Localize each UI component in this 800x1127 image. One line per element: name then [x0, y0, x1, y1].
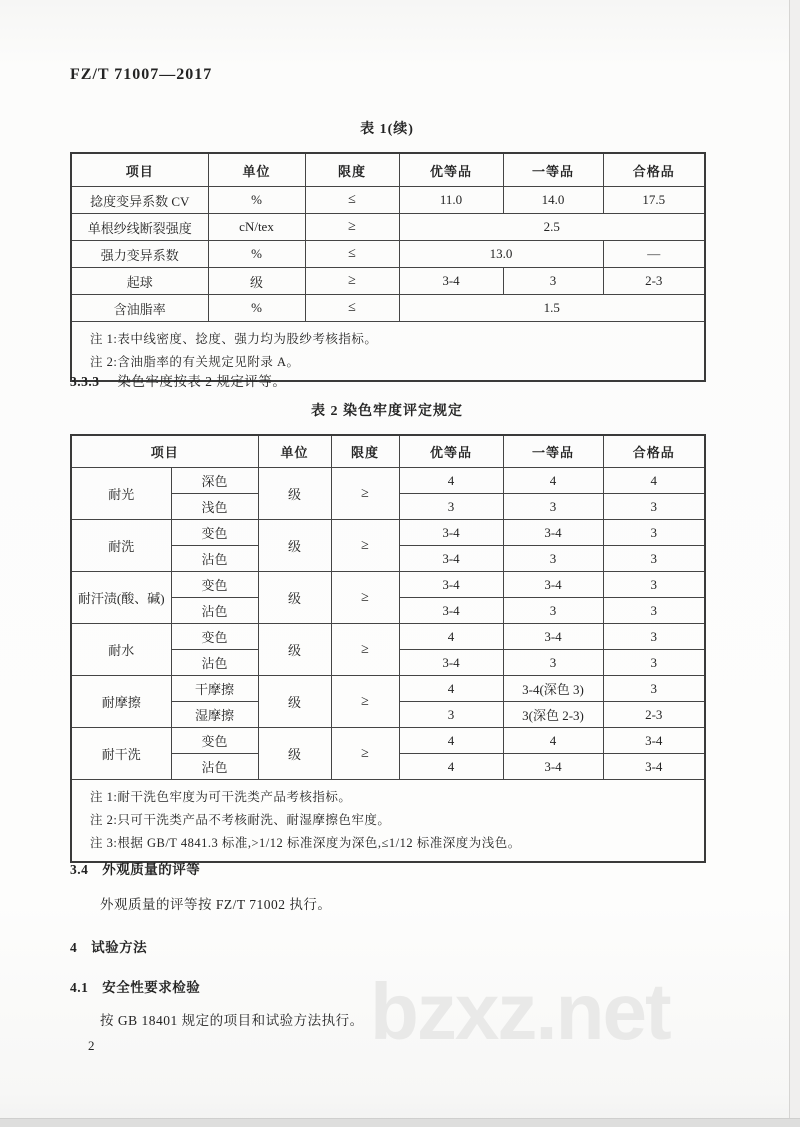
note-line: 注 2:只可干洗类产品不考核耐洗、耐湿摩擦色牢度。	[90, 813, 391, 827]
section-3-4-body: 外观质量的评等按 FZ/T 71002 执行。	[100, 897, 332, 912]
cell-subtype: 沾色	[171, 754, 258, 780]
section-3-3-3	[70, 370, 286, 390]
cell-item: 起球	[71, 268, 208, 295]
cell-value: 2-3	[603, 268, 705, 295]
note-line: 注 1:耐干洗色牢度为可干洗类产品考核指标。	[90, 790, 352, 804]
cell-category: 耐洗	[71, 520, 171, 572]
table1-header-grade3: 合格品	[603, 153, 705, 187]
section-4-heading	[70, 936, 147, 956]
cell-unit: 级	[258, 468, 331, 520]
cell-value: 3-4	[399, 520, 503, 546]
cell-subtype: 沾色	[171, 546, 258, 572]
cell-subtype: 变色	[171, 572, 258, 598]
cell-item: 单根纱线断裂强度	[71, 214, 208, 241]
cell-value: 3	[603, 546, 705, 572]
cell-value: 3	[503, 650, 603, 676]
cell-value: 4	[399, 624, 503, 650]
table2-header-limit: 限度	[331, 435, 399, 468]
cell-value: 4	[503, 468, 603, 494]
table1-caption: 表 1(续)	[360, 122, 414, 137]
table1-header-unit: 单位	[208, 153, 305, 187]
cell-unit: 级	[258, 624, 331, 676]
cell-limit: ≥	[305, 268, 399, 295]
cell-value: 2-3	[603, 702, 705, 728]
cell-value: 3-4	[399, 650, 503, 676]
cell-limit: ≤	[305, 295, 399, 322]
cell-unit: 级	[208, 268, 305, 295]
cell-subtype: 沾色	[171, 650, 258, 676]
table-row	[71, 572, 705, 598]
table2-header-grade2: 一等品	[503, 435, 603, 468]
section-number: 3.4	[70, 862, 89, 877]
cell-value-merged: 1.5	[399, 295, 705, 322]
cell-unit: 级	[258, 676, 331, 728]
section-4-1-heading	[70, 976, 200, 996]
cell-value: 3	[503, 268, 603, 295]
table1-header-item: 项目	[71, 153, 208, 187]
cell-value-merged: 13.0	[399, 241, 603, 268]
cell-value: 4	[399, 468, 503, 494]
table2-header-row	[71, 435, 705, 468]
cell-limit: ≥	[305, 214, 399, 241]
table-row	[71, 520, 705, 546]
scan-right-edge	[789, 0, 800, 1127]
table2	[70, 434, 706, 863]
table2-header-item: 项目	[71, 435, 258, 468]
table-row	[71, 187, 705, 214]
section-4-1-body: 按 GB 18401 规定的项目和试验方法执行。	[100, 1013, 364, 1028]
section-title: 安全性要求检验	[102, 980, 201, 995]
cell-limit: ≥	[331, 468, 399, 520]
section-number: 4	[70, 940, 78, 955]
cell-value: 3	[603, 676, 705, 702]
table2-caption: 表 2 染色牢度评定规定	[311, 404, 463, 419]
cell-value: 3	[603, 624, 705, 650]
cell-value: 3	[603, 650, 705, 676]
cell-unit: %	[208, 295, 305, 322]
cell-item: 含油脂率	[71, 295, 208, 322]
cell-value: 14.0	[503, 187, 603, 214]
watermark: bzxz.net	[370, 967, 670, 1056]
cell-value: 3	[503, 598, 603, 624]
cell-value: 4	[399, 676, 503, 702]
cell-category: 耐汗渍(酸、碱)	[71, 572, 171, 624]
section-title: 试验方法	[91, 940, 148, 955]
cell-value: 3	[603, 494, 705, 520]
section-number: 4.1	[70, 980, 89, 995]
table2-notes-row	[71, 780, 705, 863]
cell-value: 3-4	[503, 572, 603, 598]
cell-value: 4	[399, 728, 503, 754]
cell-limit: ≥	[331, 572, 399, 624]
cell-subtype: 干摩擦	[171, 676, 258, 702]
cell-value: 17.5	[603, 187, 705, 214]
cell-limit: ≥	[331, 520, 399, 572]
cell-limit: ≥	[331, 624, 399, 676]
cell-value: 3	[503, 546, 603, 572]
cell-value: 3	[399, 702, 503, 728]
table2-notes	[71, 780, 705, 863]
cell-value: 3	[603, 598, 705, 624]
page-number: 2	[88, 1038, 95, 1053]
scan-bottom-edge	[0, 1118, 800, 1127]
cell-value: 3(深色 2-3)	[503, 702, 603, 728]
section-text: 染色牢度按表 2 规定评等。	[117, 374, 287, 389]
table-row	[71, 728, 705, 754]
table2-header-unit: 单位	[258, 435, 331, 468]
cell-subtype: 变色	[171, 520, 258, 546]
cell-limit: ≥	[331, 676, 399, 728]
table-row	[71, 676, 705, 702]
table2-header-grade1: 优等品	[399, 435, 503, 468]
table-row	[71, 624, 705, 650]
cell-value: 3-4	[603, 754, 705, 780]
cell-value: 3-4	[399, 268, 503, 295]
cell-limit: ≥	[331, 728, 399, 780]
cell-value: 3-4	[503, 624, 603, 650]
table1-header-limit: 限度	[305, 153, 399, 187]
cell-value: 3-4	[399, 546, 503, 572]
table-row	[71, 268, 705, 295]
cell-value: 4	[399, 754, 503, 780]
cell-value: 4	[603, 468, 705, 494]
note-line: 注 3:根据 GB/T 4841.3 标准,>1/12 标准深度为深色,≤1/12 标准深度为浅色。	[90, 836, 521, 850]
cell-unit: %	[208, 241, 305, 268]
cell-value: 3	[603, 520, 705, 546]
cell-value: 3	[603, 572, 705, 598]
cell-value: 3-4	[603, 728, 705, 754]
table-row	[71, 468, 705, 494]
table-row	[71, 214, 705, 241]
cell-value: 3	[399, 494, 503, 520]
table-row	[71, 241, 705, 268]
section-3-4-heading	[70, 858, 200, 878]
section-title: 外观质量的评等	[102, 862, 201, 877]
table-row	[71, 295, 705, 322]
cell-unit: %	[208, 187, 305, 214]
table1-header-grade1: 优等品	[399, 153, 503, 187]
table1-header-grade2: 一等品	[503, 153, 603, 187]
note-line: 注 1:表中线密度、捻度、强力均为股纱考核指标。	[90, 332, 378, 346]
cell-value: 3-4	[399, 572, 503, 598]
cell-limit: ≤	[305, 241, 399, 268]
cell-category: 耐摩擦	[71, 676, 171, 728]
cell-value: 3-4	[503, 520, 603, 546]
cell-limit: ≤	[305, 187, 399, 214]
cell-value: 3-4	[399, 598, 503, 624]
cell-subtype: 变色	[171, 728, 258, 754]
cell-unit: 级	[258, 728, 331, 780]
cell-category: 耐干洗	[71, 728, 171, 780]
cell-unit: cN/tex	[208, 214, 305, 241]
cell-unit: 级	[258, 520, 331, 572]
cell-value: 4	[503, 728, 603, 754]
note-line: 注 2:含油脂率的有关规定见附录 A。	[90, 355, 300, 369]
cell-subtype: 深色	[171, 468, 258, 494]
cell-subtype: 沾色	[171, 598, 258, 624]
cell-value: 11.0	[399, 187, 503, 214]
cell-value: 3	[503, 494, 603, 520]
cell-item: 强力变异系数	[71, 241, 208, 268]
cell-subtype: 浅色	[171, 494, 258, 520]
table1	[70, 152, 706, 382]
section-number: 3.3.3	[70, 374, 100, 389]
cell-category: 耐光	[71, 468, 171, 520]
cell-value-merged: 2.5	[399, 214, 705, 241]
cell-value: 3-4(深色 3)	[503, 676, 603, 702]
cell-category: 耐水	[71, 624, 171, 676]
table2-header-grade3: 合格品	[603, 435, 705, 468]
cell-value: —	[603, 241, 705, 268]
cell-unit: 级	[258, 572, 331, 624]
table1-header-row	[71, 153, 705, 187]
cell-subtype: 变色	[171, 624, 258, 650]
standard-code: FZ/T 71007—2017	[70, 66, 213, 83]
cell-value: 3-4	[503, 754, 603, 780]
cell-subtype: 湿摩擦	[171, 702, 258, 728]
cell-item: 捻度变异系数 CV	[71, 187, 208, 214]
